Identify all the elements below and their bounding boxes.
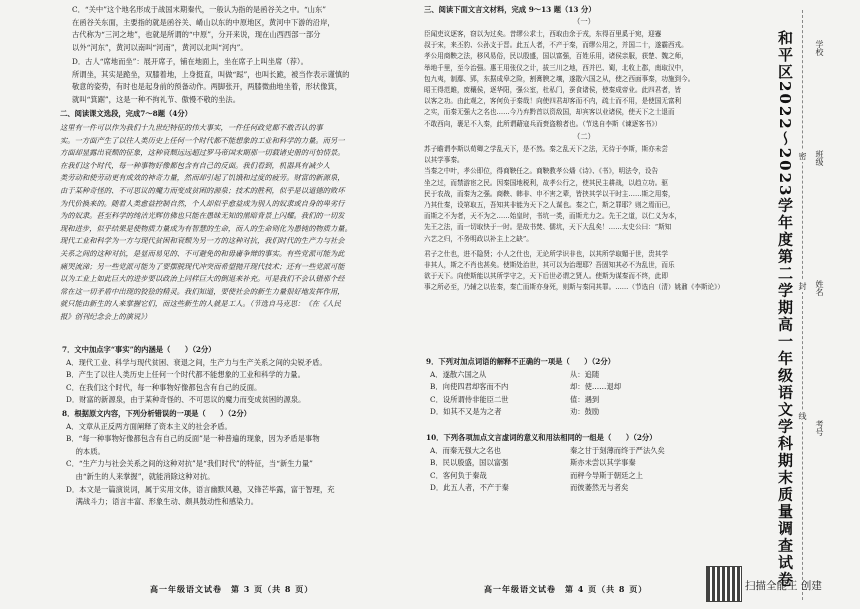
seal-mark-2: 封 — [798, 282, 807, 290]
seal-line — [802, 10, 803, 600]
field-exam-number: 考号 — [815, 420, 824, 436]
question-9: 9．下列对加点词语的解释不正确的一项是（ ）（2分） A．遂散六国之从 从：追随 B．向使四君却客而不内 却：使……退却 C．设所谓侍非能臣二世 值：遇到 D．如其不又是为之者 劝：鼓励 — [426, 357, 622, 417]
left-page — [0, 0, 420, 609]
option-d-block: D．古人“席地而坐”：展开席子，铺在地面上，坐在席子上叫坐席（荐）。 所谓坐，其实是跪坐，双膝着地，上身挺直，叫做“跽”，也叫长跪，被当作表示谨慎的 敬意的姿势，有时也是起身前的预备动作。两脚张开，两膝微曲地坐着，形状像箕， 就叫“箕踞”，这是一种不拘礼节、傲慢不敬的坐法。 — [72, 57, 350, 104]
question-10: 10．下列各项加点文言虚词的意义和用法相同的一组是（ ）（2分） A．而秦无强大之名也 秦之甘于刻薄而终于严法久矣 B．民以殷盛，国以富强 斯亦未尝以其学事秦 C．客何负于秦哉 而秤今导斯于朝廷之上 D．此五人者，不产于秦 而彼萎然无与者矣 — [426, 433, 665, 493]
field-name: 姓名 — [815, 280, 824, 296]
field-class: 班级 — [815, 150, 824, 166]
binding-strip — [750, 0, 860, 609]
page-4-footer: 高一年级语文试卷 第 4 页（共 8 页） — [484, 584, 648, 594]
qr-code-icon — [707, 567, 741, 601]
part-1-label: （一） — [573, 17, 595, 26]
question-8: 8．根据原文内容，下列分析错误的一项是（ ）（2分） A．文章从正反两方面阐释了资本主义的社会矛盾。 B．“每一种事物好像都包含有自己的反面”是一种普遍的现象，因为矛盾是事物 的本质。 C．“生产力与社会关系之间的这种对抗”是“我们时代”的特征，当“新生力量” 由“新生的人来掌握”，就能消除这种对抗。 D．本文是一篇演说词，属于实用文体，语言幽默风趣，又锋芒毕露，富于智理，充 满战斗力；语言丰富、形象生动、颇具鼓动性和感染力。 — [62, 409, 335, 507]
page-3-footer: 高一年级语文试卷 第 3 页（共 8 页） — [150, 584, 314, 594]
option-c-block: C．“关中”这个地名形成于战国末期秦代，一般认为指的是函谷关之中。“山东” 在函谷关东面，主要指的就是函谷关、崤山以东的中原地区，黄河中下游的沿岸， 古代称为“三河之地”，也就是所谓的“中原”，分开来说，现在山西西部一部分 以外“河东”，黄河以南叫“河南”，黄河以北叫“河内”。 — [72, 5, 335, 52]
seal-mark-1: 密 — [798, 152, 807, 160]
section-2-heading: 二、阅读课文选段，完成7～8题（4分） — [60, 109, 192, 118]
section-3-heading: 三、阅读下面文言文材料，完成 9～13 题（13 分） — [424, 5, 596, 14]
question-7: 7．文中加点字“事实”的内涵是（ ）（2分） A．现代工业、科学与现代贫困、衰退之间，生产力与生产关系之间的尖锐矛盾。 B．产生了以往人类历史上任何一个时代都不能想象的工业和科学的力量。 C．在我们这个时代，每一种事物好像都包含有自己的反面。 D．财富的新源泉，由于某种奇怪的、不可思议的魔力而变成贫困的源泉。 — [62, 345, 327, 405]
part-2-label: （二） — [573, 132, 595, 141]
exam-title: 和平区2022～2023学年度第二学期高一年级语文学科期末质量调查试卷 — [776, 30, 794, 589]
seal-mark-3: 线 — [798, 412, 807, 420]
yao-nai-passage: 苏子瞻谓李斯以荀卿之学乱天下，是不然。秦之乱天下之法，无待于李斯，斯亦未尝 以其学事秦。 当秦之中叶，孝公即位，得商鞅任之。商鞅教孝公燔《诗》、《书》，明法令，设告 坐之过，而禁游宦之民。因秦国地税利，故孝公行之，使其民主耕战，以趋立功。驱 民于农战，而秦为之强。商鞅、韩非、申不害之辈，皆挟其学以干时主……斯之用秦， 乃其仕秦，设第取五，吾知其非能为天下之人谋也。秦之亡，斯之罪耶？则之焉而已， 而斯之不为者，天不为之……始皇时，书坑一类，而斯尤力之。先王之道，以仁义为本， 先王之法，而一切取快于一时。是故书焚、儒坑，天下大乱矣！……太史公曰：“斯知 六艺之归，不务明政以补主上之缺”。 君子之仕也，进不隐贤；小人之仕也，无论所学识非也，以其所学取媚于世，贵其学 非其人，斯之不肖也甚矣。使斯处治世，其可以为治理耶？吾固知其必不为乱世，而乐 欲于天下。向使斯能以其所学守之，天下后世必谓之贤人。使斯为谋秦而不终，此即 事之所必至，乃辅之以佐秦，秦亡而斯亦身死，则斯与秦同其罪。……（节选自（清）姚鼐《李斯论》） — [424, 145, 725, 292]
li-si-passage: 臣闻吏议逐客，窃以为过矣。昔缪公求士，西取由余于戎，东得百里奚于宛，迎蹇 叔于宋，来丕豹、公孙支于晋。此五人者，不产于秦，而缪公用之，并国二十，遂霸西戎。 孝公用商鞅之法，移风易俗，民以殷盛，国以富强，百姓乐用，诸侯亲服，获楚、魏之师， 举地千里，至今治强。惠王用张仪之计，拔三川之地，西并巴、蜀，北收上郡，南取汉中， 包九夷，制鄢、郢，东据成皋之险，割膏腴之壤，遂散六国之从，使之西面事秦，功施到今。 昭王得范雎，废穰侯，逐华阳，强公室，杜私门，蚕食诸侯，使秦成帝业。此四君者，皆 以客之功。由此观之，客何负于秦哉！向使四君却客而不内，疏士而不用，是使国无富利 之实，而秦无强大之名也……今乃弃黔首以资敌国，却宾客以业诸侯，使天下之士退而 不敢西向，裹足不入秦，此所谓藉寇兵而赍盗粮者也。（节选自李斯《谏逐客书》） — [424, 30, 695, 128]
marx-passage: 这里有一件可以作为我们十九世纪特征的伟大事实，一件任何政党都不敢否认的事 实。一方面产生了以往人类历史上任何一个时代都不能想象的工业和科学的力量。而另一 方面却显露出衰颓的征象，这种衰颓远远超过罗马帝国末期那一切载诸史册的可怕情景。 在我们这个时代，每一种事物好像都包含有自己的反面。我们看到，机器具有减少人 类劳动和使劳动更有成效的神奇力量，然而却引起了饥饿和过度的疲劳。财富的新源泉， 由于某种奇怪的、不可思议的魔力而变成贫困的源泉；技术的胜利，似乎是以道德的败坏 为代价换来的。随着人类愈益控制自然，个人却似乎愈益成为别人的奴隶或自身的卑劣行 为的奴隶。甚至科学的纯洁光辉仿佛也只能在愚昧无知的黑暗背景上闪耀。我们的一切发 现和进步，似乎结果是使物质力量成为有智慧的生命，而人的生命则化为愚钝的物质力量。 现代工业和科学为一方与现代贫困和衰颓为另一方的这种对抗，我们时代的生产力与社会 关系之间的这种对抗，是显而易见的、不可避免的和毋庸争辩的事实。有些党派可能为此 痛哭流涕；另一些党派可能为了要摆脱现代冲突而希望抛开现代技术；还有一些党派可能 以为工业上如此巨大的进步要以政治上同样巨大的倒退来补充。可是我们不会认错那个经 常在这一切矛盾中出现的狡狯的精灵。我们知道，要使社会的新生力量很好地发挥作用， 就只能由新生的人来掌握它们，而这些新生的人就是工人。（节选自马克思：《在《人民 报》创刊纪念会上的演说》） — [60, 123, 352, 321]
field-school: 学校 — [815, 40, 824, 56]
scanner-watermark: 扫描全能王 创建 — [745, 580, 822, 592]
right-page — [420, 0, 750, 609]
